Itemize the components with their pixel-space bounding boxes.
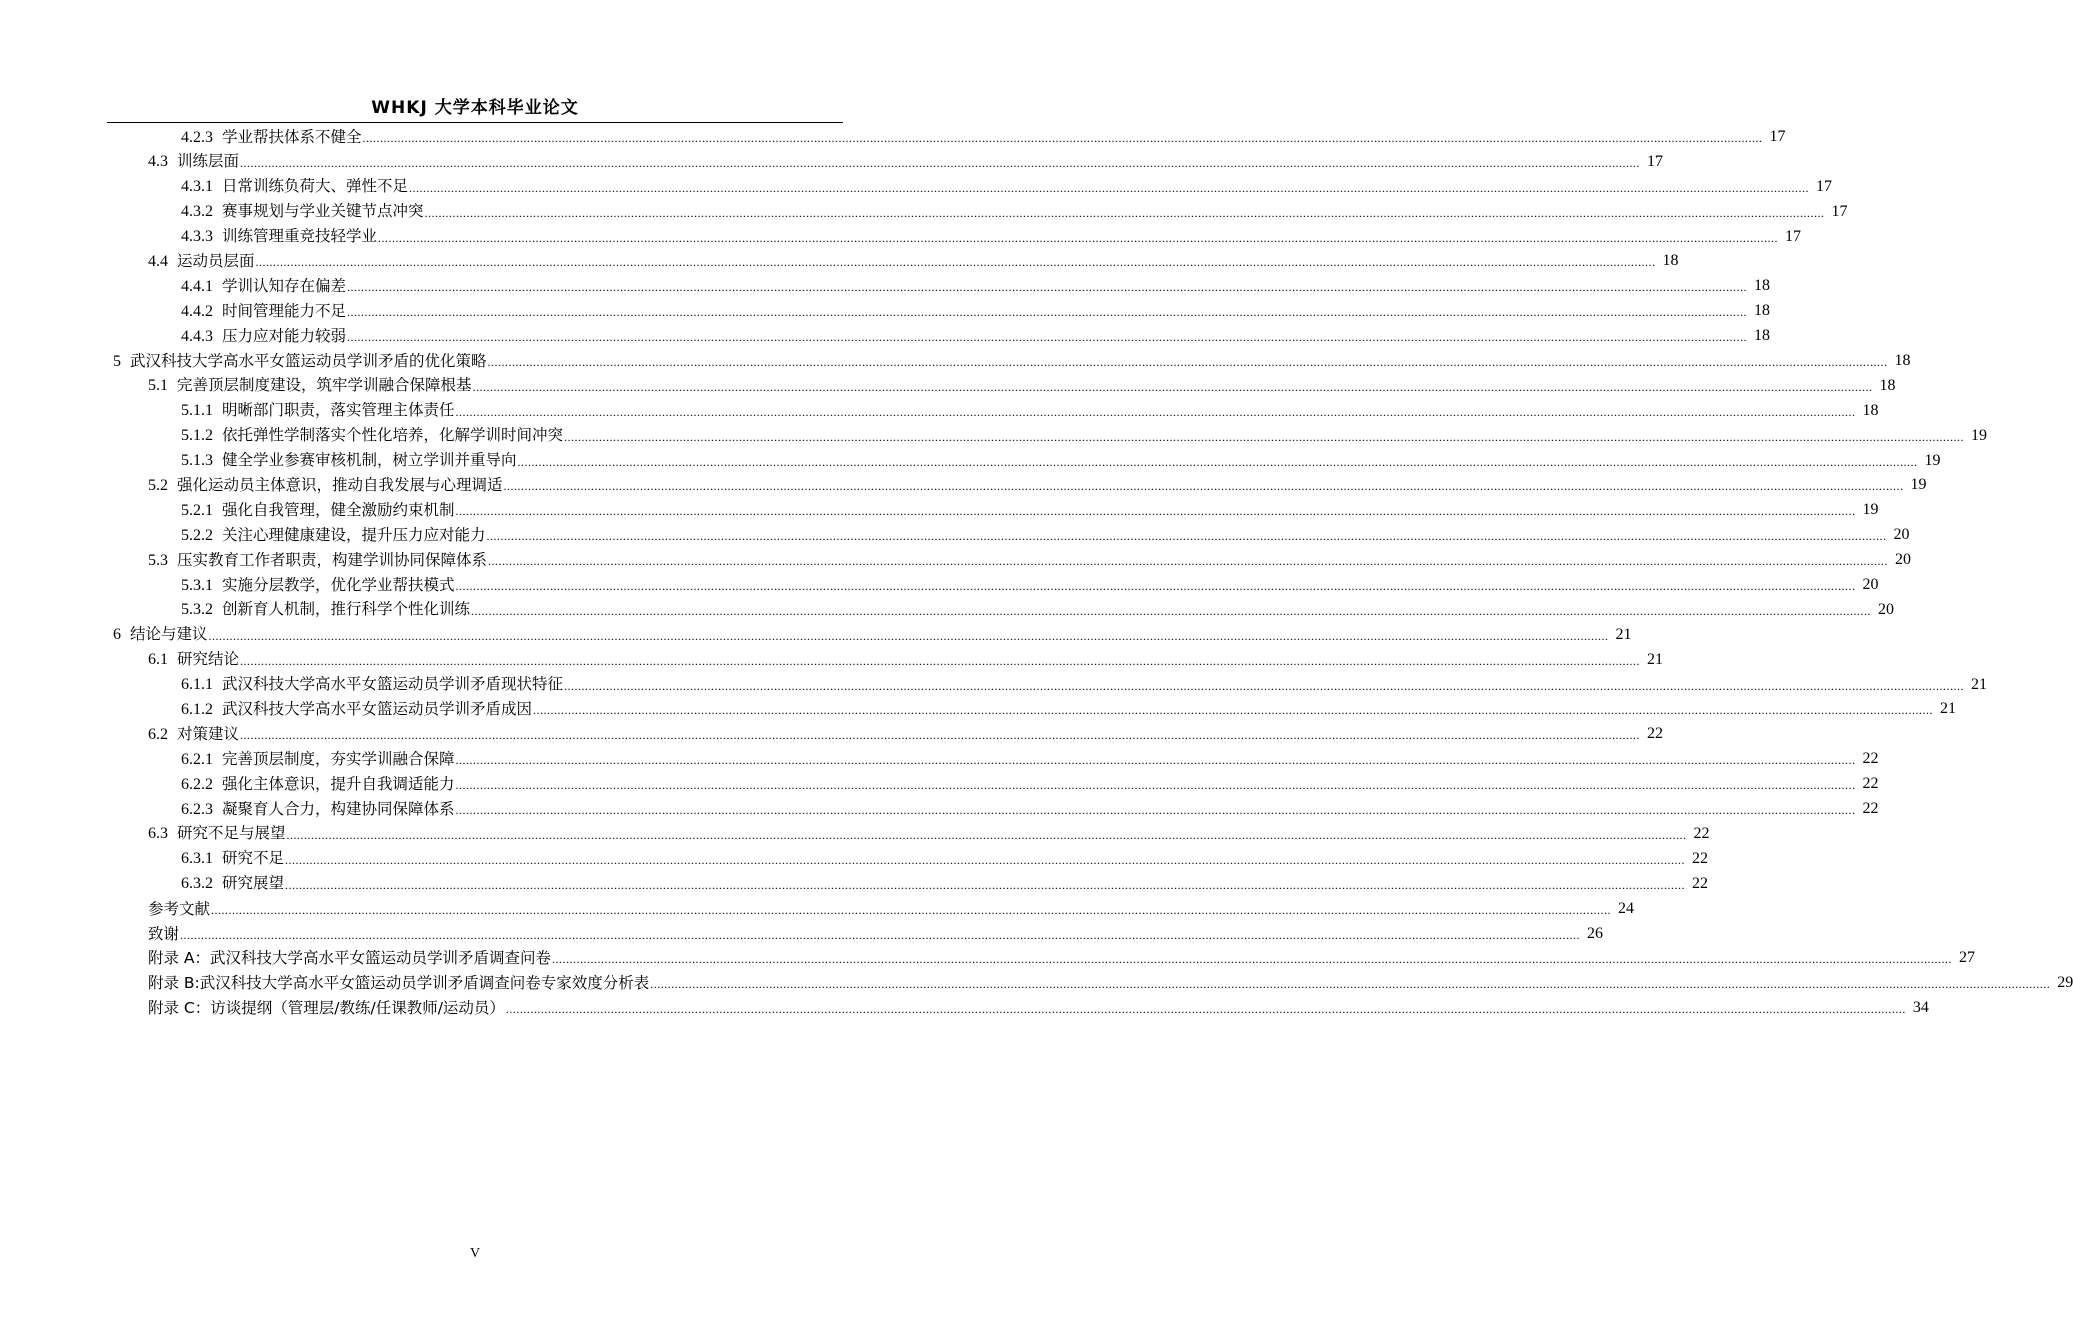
toc-entry-label (181, 672, 563, 698)
toc-entry[interactable] (0, 971, 2073, 996)
toc-entry-page: 18 (1754, 277, 1771, 295)
toc-entry-number: 5.3.2 (181, 601, 213, 619)
toc-entry-page: 26 (1587, 924, 1604, 942)
toc-entry-number: 4.2.3 (181, 128, 213, 146)
toc-entry-number: 4.4.1 (181, 277, 213, 295)
toc-entry-label (181, 174, 408, 200)
header-title: WHKJ 大学本科毕业论文 (371, 98, 579, 118)
toc-entry-title: 日常训练负荷大、弹性不足 (222, 177, 409, 196)
header-divider (107, 122, 843, 123)
toc-dot-leader: ................................................................................................................................................................................................................................................................................................................................................................................................................ (503, 479, 1904, 494)
toc-entry-title: 参考文献 (148, 899, 211, 918)
toc-entry[interactable] (0, 872, 1709, 897)
toc-dot-leader: ................................................................................................................................................................................................................................................................................................................................................................................................................ (552, 952, 1953, 967)
toc-dot-leader: ................................................................................................................................................................................................................................................................................................................................................................................................................ (455, 404, 1856, 419)
toc-entry-title: 训练层面 (177, 152, 240, 171)
toc-entry-label (148, 722, 239, 748)
toc-entry-page: 18 (1662, 252, 1679, 270)
toc-entry-number: 5.2.1 (181, 501, 213, 519)
toc-entry-number: 4.3.1 (181, 178, 213, 196)
toc-dot-leader: ................................................................................................................................................................................................................................................................................................................................................................................................................ (564, 429, 1965, 444)
toc-dot-leader: ................................................................................................................................................................................................................................................................................................................................................................................................................ (285, 852, 1686, 867)
toc-dot-leader: ................................................................................................................................................................................................................................................................................................................................................................................................................ (424, 205, 1825, 220)
toc-entry[interactable] (0, 274, 1771, 299)
toc-entry-page: 22 (1862, 750, 1879, 768)
toc-entry[interactable] (0, 349, 1911, 374)
toc-entry-page: 22 (1862, 800, 1879, 818)
toc-entry-title: 强化主体意识，提升自我调适能力 (222, 774, 455, 793)
toc-entry-page: 21 (1615, 625, 1632, 643)
toc-dot-leader: ................................................................................................................................................................................................................................................................................................................................................................................................................ (362, 131, 1763, 145)
page-number: V (469, 1246, 481, 1261)
toc-entry-title: 压力应对能力较弱 (222, 326, 347, 345)
toc-entry-page: 21 (1940, 700, 1957, 718)
toc-entry-label (181, 299, 346, 325)
toc-entry-title: 凝聚育人合力，构建协同保障体系 (222, 799, 455, 818)
toc-entry-number: 5.1 (148, 377, 168, 395)
toc-entry-page: 18 (1879, 376, 1896, 394)
toc-entry-title: 关注心理健康建设，提升压力应对能力 (222, 525, 486, 544)
toc-entry[interactable] (0, 150, 1664, 175)
toc-entry-number: 4.4.3 (181, 327, 213, 345)
toc-entry-label (148, 946, 551, 971)
toc-entry-label (181, 423, 563, 449)
toc-entry-number: 4.3 (148, 153, 168, 171)
toc-entry-title: 致谢 (148, 924, 180, 943)
toc-entry-label (148, 473, 503, 499)
toc-entry[interactable] (0, 175, 1833, 200)
toc-entry[interactable] (0, 249, 1679, 274)
toc-entry-label (181, 448, 517, 474)
toc-entry-number: 4.4 (148, 252, 168, 270)
toc-entry-label (148, 548, 487, 574)
toc-entry-page: 18 (1754, 327, 1771, 345)
toc-entry-title: 研究不足与展望 (177, 824, 286, 843)
toc-entry-number: 5.2.2 (181, 526, 213, 544)
table-of-contents (0, 125, 2073, 1021)
toc-entry-page: 19 (1862, 501, 1879, 519)
toc-entry-title: 实施分层教学，优化学业帮扶模式 (222, 575, 455, 594)
toc-entry-page: 19 (1924, 451, 1941, 469)
toc-entry[interactable] (0, 822, 1710, 847)
toc-entry-page: 29 (2057, 974, 2073, 992)
toc-dot-leader: ................................................................................................................................................................................................................................................................................................................................................................................................................ (286, 827, 1687, 842)
toc-dot-leader: ................................................................................................................................................................................................................................................................................................................................................................................................................ (455, 579, 1856, 594)
toc-entry-number: 5 (113, 352, 121, 370)
toc-entry-label (181, 324, 346, 350)
toc-dot-leader: ................................................................................................................................................................................................................................................................................................................................................................................................................ (208, 628, 1609, 643)
toc-entry-title: 完善顶层制度建设，筑牢学训融合保障根基 (177, 376, 472, 395)
toc-entry-label (181, 797, 455, 823)
toc-entry-title: 明晰部门职责，落实管理主体责任 (222, 401, 455, 420)
toc-entry-page: 17 (1831, 202, 1848, 220)
toc-entry-number: 5.3 (148, 551, 168, 569)
toc-entry[interactable] (0, 225, 1802, 250)
toc-entry-title: 运动员层面 (177, 251, 255, 270)
toc-entry-number: 4.4.2 (181, 302, 213, 320)
toc-entry-page: 17 (1785, 227, 1802, 245)
toc-entry[interactable] (0, 648, 1664, 673)
toc-dot-leader: ................................................................................................................................................................................................................................................................................................................................................................................................................ (180, 927, 1581, 942)
toc-entry-label (181, 697, 532, 723)
toc-entry-page: 27 (1959, 949, 1976, 967)
toc-entry-title: 武汉科技大学高水平女篮运动员学训矛盾现状特征 (222, 675, 564, 694)
toc-dot-leader: ................................................................................................................................................................................................................................................................................................................................................................................................................ (347, 280, 1748, 295)
toc-entry-number: 6.3.2 (181, 875, 213, 893)
toc-entry-label (181, 747, 455, 773)
toc-entry-number: 5.1.2 (181, 427, 213, 445)
toc-dot-leader: ................................................................................................................................................................................................................................................................................................................................................................................................................ (472, 379, 1873, 394)
toc-entry-number: 6 (113, 626, 121, 644)
toc-entry-label (181, 125, 362, 151)
page-footer (0, 1246, 950, 1262)
toc-entry-page: 20 (1878, 600, 1895, 618)
toc-dot-leader: ................................................................................................................................................................................................................................................................................................................................................................................................................ (347, 330, 1748, 345)
toc-entry-page: 17 (1816, 177, 1833, 195)
toc-entry[interactable] (0, 922, 1604, 947)
toc-dot-leader: ................................................................................................................................................................................................................................................................................................................................................................................................................ (255, 255, 1656, 270)
toc-dot-leader: ................................................................................................................................................................................................................................................................................................................................................................................................................ (505, 1002, 1906, 1017)
toc-entry-title: 学训认知存在偏差 (222, 276, 347, 295)
toc-entry[interactable] (0, 449, 1941, 474)
toc-entry[interactable] (0, 996, 1929, 1021)
toc-entry[interactable] (0, 424, 1988, 449)
toc-entry-number: 6.1.1 (181, 676, 213, 694)
toc-entry-label (148, 149, 239, 175)
toc-entry-label (148, 897, 210, 922)
toc-dot-leader: ................................................................................................................................................................................................................................................................................................................................................................................................................ (650, 977, 2051, 992)
toc-entry-title: 创新育人机制，推行科学个性化训练 (222, 600, 471, 619)
toc-entry-page: 20 (1895, 551, 1912, 569)
toc-dot-leader: ................................................................................................................................................................................................................................................................................................................................................................................................................ (455, 803, 1856, 818)
toc-entry-label (148, 373, 472, 399)
toc-entry-title: 附录 A：武汉科技大学高水平女篮运动员学训矛盾调查问卷 (148, 949, 552, 968)
toc-entry-title: 完善顶层制度，夯实学训融合保障 (222, 749, 455, 768)
toc-entry-label (113, 622, 208, 648)
page-header (0, 96, 950, 120)
toc-entry-number: 5.3.1 (181, 576, 213, 594)
toc-entry-label (148, 249, 255, 275)
toc-entry[interactable] (0, 598, 1895, 623)
toc-entry-title: 强化运动员主体意识，推动自我发展与心理调适 (177, 475, 503, 494)
toc-entry-title: 对策建议 (177, 724, 240, 743)
toc-entry-number: 4.3.2 (181, 203, 213, 221)
toc-entry-number: 6.1.2 (181, 700, 213, 718)
toc-entry-page: 19 (1971, 426, 1988, 444)
toc-entry-page: 18 (1894, 352, 1911, 370)
toc-entry-title: 结论与建议 (130, 625, 208, 644)
toc-entry-label (181, 772, 455, 798)
toc-entry-title: 强化自我管理，健全激励约束机制 (222, 500, 455, 519)
toc-entry-title: 健全学业参赛审核机制，树立学训并重导向 (222, 451, 517, 470)
toc-entry-title: 压实教育工作者职责，构建学训协同保障体系 (177, 550, 488, 569)
toc-entry-label (113, 349, 487, 375)
toc-entry-page: 21 (1971, 675, 1988, 693)
toc-dot-leader: ................................................................................................................................................................................................................................................................................................................................................................................................................ (240, 728, 1641, 743)
toc-entry[interactable] (0, 697, 1957, 722)
toc-entry[interactable] (0, 498, 1879, 523)
toc-entry-page: 24 (1618, 899, 1635, 917)
toc-entry-label (181, 523, 486, 549)
toc-entry-title: 武汉科技大学高水平女篮运动员学训矛盾成因 (222, 699, 533, 718)
toc-dot-leader: ................................................................................................................................................................................................................................................................................................................................................................................................................ (378, 230, 1779, 245)
toc-entry-page: 22 (1692, 849, 1709, 867)
toc-entry[interactable] (0, 946, 1976, 971)
toc-entry-number: 5.1.1 (181, 402, 213, 420)
toc-entry-number: 6.2.1 (181, 750, 213, 768)
toc-entry[interactable] (0, 722, 1664, 747)
toc-entry-title: 研究不足 (222, 849, 285, 868)
toc-entry-page: 22 (1692, 874, 1709, 892)
toc-entry[interactable] (0, 523, 1910, 548)
toc-dot-leader: ................................................................................................................................................................................................................................................................................................................................................................................................................ (240, 653, 1641, 668)
toc-entry[interactable] (0, 374, 1896, 399)
toc-entry-title: 学业帮扶体系不健全 (222, 127, 362, 146)
toc-entry-page: 18 (1862, 401, 1879, 419)
toc-dot-leader: ................................................................................................................................................................................................................................................................................................................................................................................................................ (533, 703, 1934, 718)
toc-entry-title: 附录 B:武汉科技大学高水平女篮运动员学训矛盾调查问卷专家效度分析表 (148, 974, 650, 993)
toc-entry-title: 训练管理重竞技轻学业 (222, 227, 378, 246)
toc-dot-leader: ................................................................................................................................................................................................................................................................................................................................................................................................................ (347, 305, 1748, 320)
toc-entry-number: 6.3.1 (181, 850, 213, 868)
toc-entry-label (148, 647, 239, 673)
toc-entry-label (181, 573, 455, 599)
toc-entry-title: 武汉科技大学高水平女篮运动员学训矛盾的优化策略 (130, 351, 487, 370)
toc-entry-number: 6.1 (148, 651, 168, 669)
toc-entry-label (181, 224, 377, 250)
toc-dot-leader: ................................................................................................................................................................................................................................................................................................................................................................................................................ (285, 877, 1686, 892)
toc-dot-leader: ................................................................................................................................................................................................................................................................................................................................................................................................................ (517, 454, 1918, 469)
toc-entry-label (181, 199, 424, 225)
toc-dot-leader: ................................................................................................................................................................................................................................................................................................................................................................................................................ (487, 355, 1888, 370)
toc-entry-title: 时间管理能力不足 (222, 301, 347, 320)
toc-entry-page: 20 (1862, 576, 1879, 594)
toc-entry-page: 17 (1647, 152, 1664, 170)
toc-entry[interactable] (0, 772, 1879, 797)
toc-dot-leader: ................................................................................................................................................................................................................................................................................................................................................................................................................ (240, 155, 1641, 170)
toc-dot-leader: ................................................................................................................................................................................................................................................................................................................................................................................................................ (488, 554, 1889, 569)
toc-entry[interactable] (0, 797, 1879, 822)
toc-entry[interactable] (0, 548, 1912, 573)
toc-entry-page: 22 (1693, 824, 1710, 842)
toc-entry-label (148, 971, 649, 996)
toc-entry-number: 6.3 (148, 825, 168, 843)
toc-entry[interactable] (0, 473, 1927, 498)
toc-dot-leader: ................................................................................................................................................................................................................................................................................................................................................................................................................ (455, 504, 1856, 519)
toc-entry-number: 5.2 (148, 476, 168, 494)
toc-entry-label (148, 996, 505, 1021)
toc-entry-number: 4.3.3 (181, 228, 213, 246)
toc-entry-page: 34 (1912, 999, 1929, 1017)
toc-entry-title: 研究结论 (177, 650, 240, 669)
toc-dot-leader: ................................................................................................................................................................................................................................................................................................................................................................................................................ (471, 603, 1872, 618)
toc-entry-number: 6.2 (148, 725, 168, 743)
toc-entry[interactable] (0, 200, 1848, 225)
toc-entry-label (181, 597, 470, 623)
toc-entry-number: 5.1.3 (181, 452, 213, 470)
toc-entry-label (181, 274, 346, 300)
toc-dot-leader: ................................................................................................................................................................................................................................................................................................................................................................................................................ (455, 778, 1856, 793)
toc-dot-leader: ................................................................................................................................................................................................................................................................................................................................................................................................................ (564, 678, 1965, 693)
toc-entry-label (181, 398, 455, 424)
toc-entry-label (148, 922, 179, 947)
toc-dot-leader: ................................................................................................................................................................................................................................................................................................................................................................................................................ (211, 902, 1612, 917)
toc-entry-page: 22 (1647, 725, 1664, 743)
toc-entry-number: 6.2.2 (181, 775, 213, 793)
toc-entry-page: 21 (1647, 650, 1664, 668)
toc-entry-page: 19 (1910, 476, 1927, 494)
toc-entry-title: 赛事规划与学业关键节点冲突 (222, 202, 424, 221)
toc-entry-label (181, 871, 284, 897)
toc-entry[interactable] (0, 399, 1879, 424)
toc-entry-label (181, 846, 284, 872)
toc-entry[interactable] (0, 623, 1632, 648)
toc-entry[interactable] (0, 747, 1879, 772)
toc-dot-leader: ................................................................................................................................................................................................................................................................................................................................................................................................................ (409, 180, 1810, 195)
toc-entry-label (148, 821, 286, 847)
toc-entry-page: 22 (1862, 775, 1879, 793)
toc-entry-page: 18 (1754, 302, 1771, 320)
toc-entry-page: 20 (1893, 526, 1910, 544)
toc-entry[interactable] (0, 324, 1771, 349)
toc-entry[interactable] (0, 299, 1771, 324)
toc-dot-leader: ................................................................................................................................................................................................................................................................................................................................................................................................................ (455, 753, 1856, 768)
toc-entry[interactable] (0, 897, 1635, 922)
toc-entry-title: 附录 C：访谈提纲（管理层/教练/任课教师/运动员） (148, 999, 505, 1018)
toc-entry-label (181, 498, 455, 524)
toc-dot-leader: ................................................................................................................................................................................................................................................................................................................................................................................................................ (486, 529, 1887, 544)
toc-entry-title: 研究展望 (222, 874, 285, 893)
toc-entry[interactable] (0, 125, 1786, 150)
toc-entry[interactable] (0, 673, 1988, 698)
toc-entry-title: 依托弹性学制落实个性化培养，化解学训时间冲突 (222, 426, 564, 445)
toc-entry[interactable] (0, 847, 1709, 872)
toc-entry[interactable] (0, 573, 1879, 598)
toc-entry-page: 17 (1769, 128, 1786, 145)
toc-entry-number: 6.2.3 (181, 800, 213, 818)
